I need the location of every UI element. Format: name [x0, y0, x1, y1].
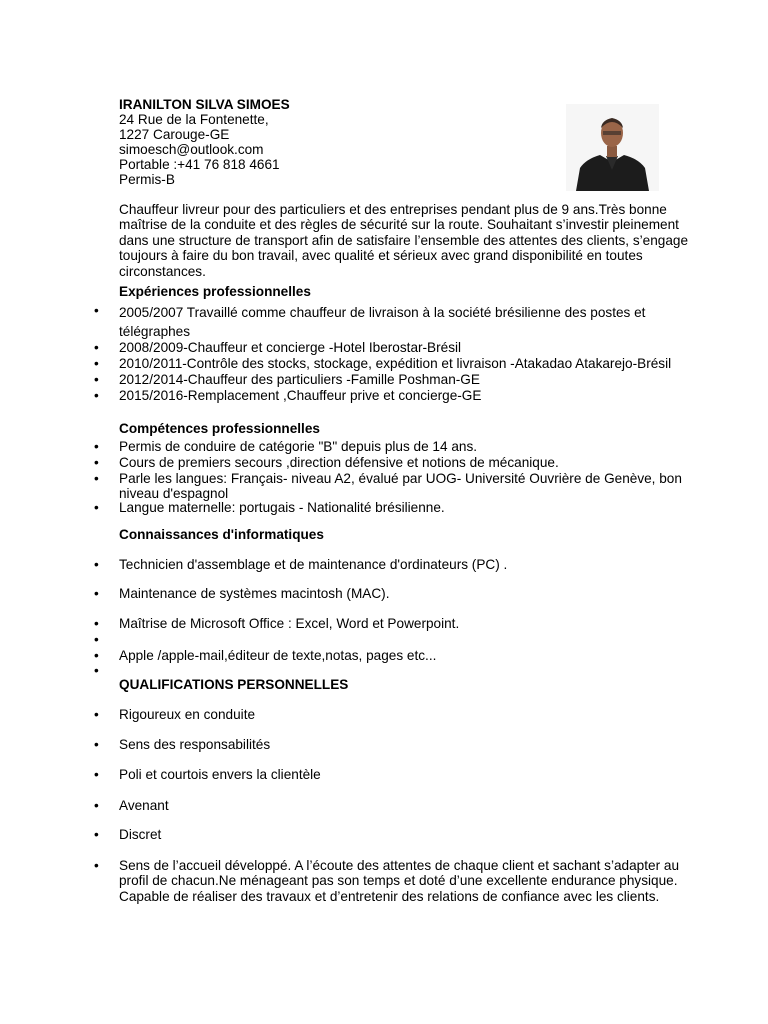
- it-item: Technicien d'assemblage et de maintenance d'ordinateurs (PC) .: [119, 557, 508, 572]
- experience-item: 2015/2016-Remplacement ,Chauffeur prive et concierge-GE: [119, 388, 482, 403]
- person-photo-icon: [566, 104, 659, 191]
- list-bullet: •: [94, 471, 99, 486]
- skills-item: Parle les langues: Français- niveau A2, évalué par UOG- Université Ouvrière de Genève, bon niveau d'espagnol: [119, 471, 682, 502]
- list-bullet: •: [94, 663, 99, 678]
- profile-summary: Chauffeur livreur pour des particuliers et des entreprises pendant plus de 9 ans.Très bonne maîtrise de la conduite et des règles de sécurité sur la route. Souhaitant s’investir pleinement dans une structure de transport afin de satisfaire l’ensemble des attentes des clients, s’engage toujours à faire du bon travail, avec qualité et sérieux avec grand disponibilité en toutes circonstances.: [119, 202, 689, 279]
- list-bullet: •: [94, 616, 99, 631]
- qualities-item: Sens de l’accueil développé. A l’écoute des attentes de chaque client et sachant s’adapter au profil de chacun.Ne ménageant pas son temps et doté d’une excellente endurance physique. Capable de réaliser des travaux et d’entretenir des relations de confiance avec les clients.: [119, 858, 679, 904]
- experience-item: 2012/2014-Chauffeur des particuliers -Famille Poshman-GE: [119, 372, 480, 387]
- experience-item: 2008/2009-Chauffeur et concierge -Hotel Iberostar-Brésil: [119, 340, 462, 355]
- list-bullet: •: [94, 737, 99, 752]
- driving-license: Permis-B: [119, 172, 175, 187]
- experience-item: 2010/2011-Contrôle des stocks, stockage, expédition et livraison -Atakadao Atakarejo-Brésil: [119, 356, 672, 371]
- list-bullet: •: [94, 798, 99, 813]
- address-line-1: 24 Rue de la Fontenette,: [119, 112, 269, 127]
- it-item: Maintenance de systèmes macintosh (MAC).: [119, 586, 390, 601]
- it-item: Apple /apple-mail,éditeur de texte,notas, pages etc...: [119, 648, 437, 663]
- list-bullet: •: [94, 827, 99, 842]
- list-bullet: •: [94, 500, 99, 515]
- skills-item: Langue maternelle: portugais - Nationalité brésilienne.: [119, 500, 445, 515]
- list-bullet: •: [94, 303, 99, 318]
- it-item: Maîtrise de Microsoft Office : Excel, Word et Powerpoint.: [119, 616, 460, 631]
- list-bullet: •: [94, 388, 99, 403]
- list-bullet: •: [94, 557, 99, 572]
- profile-photo: [566, 104, 659, 191]
- qualities-heading: QUALIFICATIONS PERSONNELLES: [119, 677, 349, 692]
- list-bullet: •: [94, 439, 99, 454]
- qualities-item: Sens des responsabilités: [119, 737, 271, 752]
- address-line-2: 1227 Carouge-GE: [119, 127, 230, 142]
- list-bullet: •: [94, 858, 99, 873]
- list-bullet: •: [94, 372, 99, 387]
- qualities-item: Discret: [119, 827, 162, 842]
- list-bullet: •: [94, 707, 99, 722]
- list-bullet: •: [94, 648, 99, 663]
- phone: Portable :+41 76 818 4661: [119, 157, 280, 172]
- list-bullet: •: [94, 632, 99, 647]
- skills-item: Permis de conduire de catégorie "B" depuis plus de 14 ans.: [119, 439, 478, 454]
- list-bullet: •: [94, 356, 99, 371]
- experience-heading: Expériences professionnelles: [119, 284, 311, 299]
- qualities-item: Avenant: [119, 798, 169, 813]
- list-bullet: •: [94, 455, 99, 470]
- list-bullet: •: [94, 586, 99, 601]
- it-heading: Connaissances d'informatiques: [119, 527, 324, 542]
- qualities-item: Poli et courtois envers la clientèle: [119, 767, 321, 782]
- candidate-name: IRANILTON SILVA SIMOES: [119, 97, 290, 112]
- skills-item: Cours de premiers secours ,direction défensive et notions de mécanique.: [119, 455, 559, 470]
- qualities-item: Rigoureux en conduite: [119, 707, 256, 722]
- list-bullet: •: [94, 767, 99, 782]
- experience-item: 2005/2007 Travaillé comme chauffeur de livraison à la société brésilienne des postes et télégraphes: [119, 305, 646, 339]
- skills-heading: Compétences professionnelles: [119, 421, 320, 436]
- email: simoesch@outlook.com: [119, 142, 264, 157]
- list-bullet: •: [94, 340, 99, 355]
